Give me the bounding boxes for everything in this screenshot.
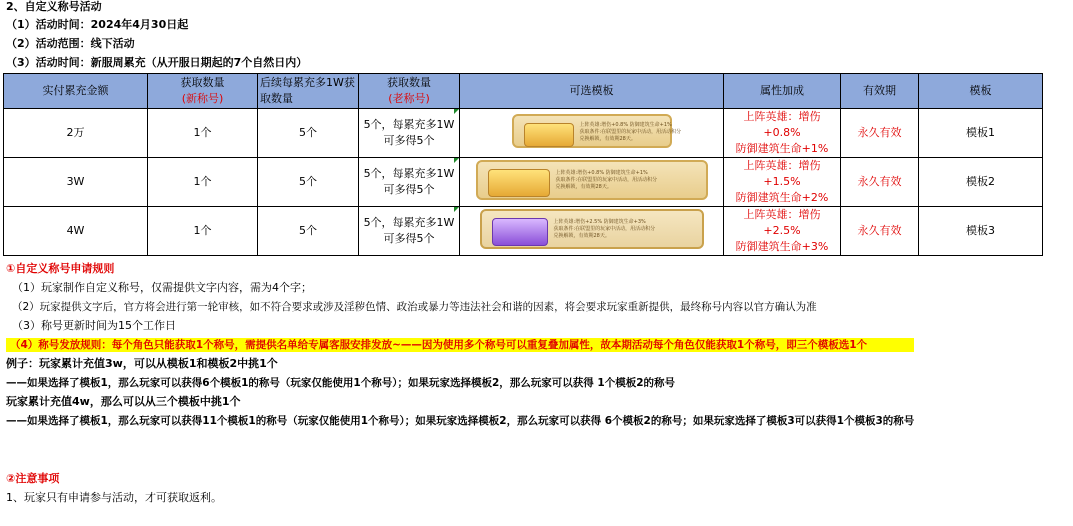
table-row	[4, 158, 1043, 207]
header-templates: 可选模板	[460, 74, 724, 109]
example-line-2: ——如果选择了模板1，那么玩家可以获得6个模板1的称号（玩家仅能使用1个称号）；如果玩家选择模板2，那么玩家可以获得 1个模板2的称号	[6, 377, 676, 389]
header-qty-new	[148, 74, 258, 109]
header-extra: 后续每累充多1W获取数量	[258, 74, 359, 109]
cell-qty-new: 1个	[148, 109, 258, 158]
info-time: （1）活动时间：2024年4月30日起	[6, 18, 189, 31]
info-scope: （2）活动范围：线下活动	[6, 37, 135, 50]
cell-template: 模板2	[919, 158, 1043, 207]
template-desc-line2: 获取条件:在联盟里的玩家中活动，用活动积分	[579, 128, 682, 135]
cell-qty-old	[359, 207, 460, 256]
cell-qty-old-line2: 可多得5个	[383, 232, 435, 245]
rule-item-3: （3）称号更新时间为15个工作日	[12, 319, 176, 332]
title-badge-image	[524, 123, 574, 147]
cell-qty-old	[359, 109, 460, 158]
title-template-image-1	[512, 114, 682, 148]
cell-validity: 永久有效	[841, 109, 919, 158]
reward-table	[3, 73, 1043, 256]
cell-amount: 2万	[4, 109, 148, 158]
cell-template-image	[460, 207, 724, 256]
note-item-1: 1、玩家只有申请参与活动，才可获取返利。	[6, 491, 222, 504]
rules-title: ①自定义称号申请规则	[6, 262, 115, 275]
rule-item-4-highlight: （4）称号发放规则：每个角色只能获取1个称号，需提供名单给专属客服安排发放~——因为使用多个称号可以重复叠加属性，故本期活动每个角色仅能获取1个称号，即三个模板选1个	[6, 338, 914, 352]
cell-bonus	[724, 158, 841, 207]
comment-marker	[454, 109, 459, 114]
cell-qty-old-line2: 可多得5个	[383, 183, 435, 196]
template-desc-line1: 上阵英雄:增伤+0.8% 防御建筑生命+1%	[579, 121, 672, 128]
template-desc-line3: 兑换解锁，有效期28天。	[555, 183, 612, 190]
rule-item-2: （2）玩家提供文字后，官方将会进行第一轮审核，如不符合要求或涉及淫秽色情、政治或暴力等违法社会和谐的因素，将会要求玩家重新提供，最终称号内容以官方确认为准	[12, 301, 817, 313]
cell-bonus-line2: 防御建筑生命+2%	[735, 191, 829, 204]
cell-qty-old	[359, 158, 460, 207]
table-row	[4, 207, 1043, 256]
cell-qty-old-line1: 5个，每累充多1W	[363, 118, 455, 131]
header-bonus: 属性加成	[724, 74, 841, 109]
template-desc-line1: 上阵英雄:增伤+2.5% 防御建筑生命+3%	[553, 218, 646, 225]
template-desc-line3: 兑换解锁，有效期28天。	[579, 135, 636, 142]
template-desc-line2: 获取条件:在联盟里的玩家中活动，用活动积分	[553, 225, 656, 232]
cell-template-image	[460, 109, 724, 158]
template-desc-line1: 上阵英雄:增伤+0.8% 防御建筑生命+1%	[555, 169, 648, 176]
cell-bonus-line1: 上阵英雄：增伤+0.8%	[743, 110, 821, 139]
cell-template-image	[460, 158, 724, 207]
cell-amount: 3W	[4, 158, 148, 207]
cell-bonus	[724, 109, 841, 158]
comment-marker	[454, 207, 459, 212]
header-qty-old	[359, 74, 460, 109]
cell-qty-new: 1个	[148, 207, 258, 256]
cell-bonus	[724, 207, 841, 256]
notes-title: ②注意事项	[6, 472, 60, 485]
cell-qty-old-line1: 5个，每累充多1W	[363, 216, 455, 229]
title-badge-image	[488, 169, 550, 197]
header-amount: 实付累充金额	[4, 74, 148, 109]
rule-item-1: （1）玩家制作自定义称号，仅需提供文字内容，需为4个字；	[12, 281, 312, 294]
cell-bonus-line2: 防御建筑生命+3%	[735, 240, 829, 253]
example-line-4: ——如果选择了模板1，那么玩家可以获得11个模板1的称号（玩家仅能使用1个称号）；如果玩家选择模板2，那么玩家可以获得 6个模板2的称号；如果玩家选择了模板3可以获得1个模板3的称号	[6, 415, 915, 427]
example-line-3: 玩家累计充值4w，那么可以从三个模板中挑1个	[6, 395, 241, 408]
title-template-image-2	[476, 160, 708, 200]
info-period: （3）活动时间：新服周累充（从开服日期起的7个自然日内）	[6, 56, 308, 69]
cell-amount: 4W	[4, 207, 148, 256]
cell-qty-new: 1个	[148, 158, 258, 207]
cell-qty-old-line1: 5个，每累充多1W	[363, 167, 455, 180]
template-desc	[556, 170, 658, 191]
header-qty-old-sub: (老称号)	[388, 92, 430, 105]
example-line-1: 例子：玩家累计充值3w，可以从模板1和模板2中挑1个	[6, 357, 278, 370]
title-badge-image	[492, 218, 548, 246]
table-header-row	[4, 74, 1043, 109]
cell-bonus-line2: 防御建筑生命+1%	[735, 142, 829, 155]
cell-extra: 5个	[258, 158, 359, 207]
template-desc-line2: 获取条件:在联盟里的玩家中活动，用活动积分	[555, 176, 658, 183]
header-template: 模板	[919, 74, 1043, 109]
template-desc	[554, 219, 656, 240]
header-qty-new-label: 获取数量	[180, 76, 225, 89]
cell-bonus-line1: 上阵英雄：增伤+1.5%	[743, 159, 821, 188]
cell-bonus-line1: 上阵英雄：增伤+2.5%	[743, 208, 821, 237]
cell-qty-old-line2: 可多得5个	[383, 134, 435, 147]
cell-validity: 永久有效	[841, 207, 919, 256]
cell-template: 模板3	[919, 207, 1043, 256]
header-validity: 有效期	[841, 74, 919, 109]
cell-template: 模板1	[919, 109, 1043, 158]
template-desc-line3: 兑换解锁，有效期28天。	[553, 232, 610, 239]
section-title: 2、自定义称号活动	[6, 0, 102, 13]
cell-extra: 5个	[258, 207, 359, 256]
header-qty-new-sub: (新称号)	[181, 92, 224, 105]
table-row	[4, 109, 1043, 158]
cell-validity: 永久有效	[841, 158, 919, 207]
cell-extra: 5个	[258, 109, 359, 158]
comment-marker	[454, 158, 459, 163]
header-qty-old-label: 获取数量	[387, 76, 431, 89]
template-desc	[580, 122, 682, 143]
title-template-image-3	[480, 209, 704, 249]
